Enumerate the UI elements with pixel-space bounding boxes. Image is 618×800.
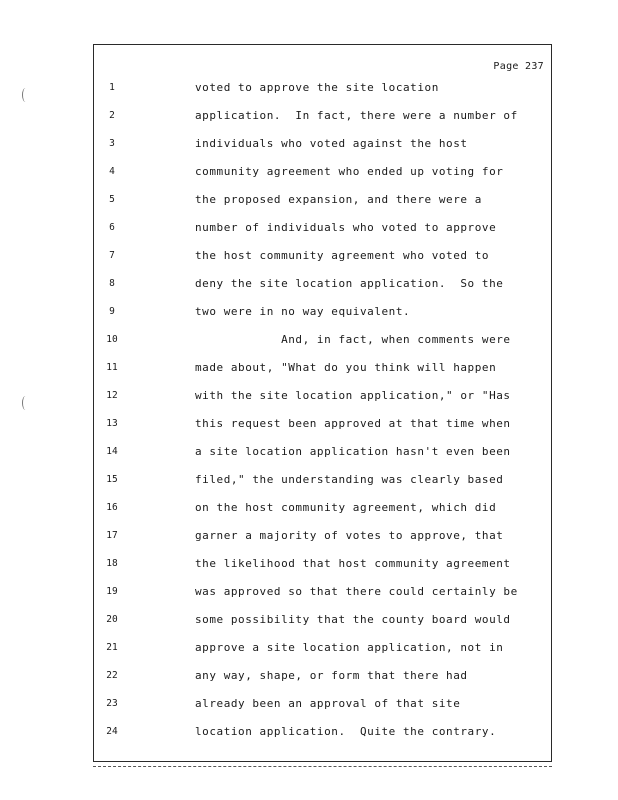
line-number: 17 [106,530,118,541]
line-number: 6 [109,222,115,233]
line-number: 20 [106,614,118,625]
line-number: 2 [109,110,115,121]
transcript-line-text: this request been approved at that time when [195,417,511,430]
transcript-line-text: on the host community agreement, which did [195,501,497,514]
transcript-line-text: with the site location application," or "Has [195,389,511,402]
margin-hole-mark [22,88,29,102]
transcript-line-text: individuals who voted against the host [195,137,468,150]
transcript-line-text: application. In fact, there were a number of [195,109,518,122]
line-number: 8 [109,278,115,289]
line-number: 22 [106,670,118,681]
line-number: 4 [109,166,115,177]
transcript-page-frame [93,44,552,762]
line-number: 18 [106,558,118,569]
transcript-line-text: was approved so that there could certainly be [195,585,518,598]
transcript-line-text: number of individuals who voted to approve [195,221,497,234]
transcript-line-text: And, in fact, when comments were [195,333,511,346]
transcript-line-text: deny the site location application. So the [195,277,504,290]
transcript-line-text: the proposed expansion, and there were a [195,193,482,206]
line-number: 19 [106,586,118,597]
transcript-line-text: some possibility that the county board would [195,613,511,626]
line-number: 13 [106,418,118,429]
transcript-line-text: a site location application hasn't even been [195,445,511,458]
line-number: 16 [106,502,118,513]
line-number: 7 [109,250,115,261]
transcript-line-text: location application. Quite the contrary. [195,725,497,738]
line-number: 10 [106,334,118,345]
line-number: 23 [106,698,118,709]
line-number: 14 [106,446,118,457]
transcript-line-text: two were in no way equivalent. [195,305,411,318]
line-number: 21 [106,642,118,653]
transcript-line-text: voted to approve the site location [195,81,439,94]
transcript-line-text: the likelihood that host community agreement [195,557,511,570]
transcript-line-text: any way, shape, or form that there had [195,669,468,682]
transcript-line-text: made about, "What do you think will happen [195,361,497,374]
transcript-line-text: filed," the understanding was clearly based [195,473,504,486]
transcript-line-text: already been an approval of that site [195,697,461,710]
line-number: 15 [106,474,118,485]
line-number: 9 [109,306,115,317]
footer-rule [93,766,552,767]
transcript-line-text: the host community agreement who voted to [195,249,490,262]
line-number: 12 [106,390,118,401]
page-number: Page 237 [493,61,544,72]
margin-hole-mark [22,396,29,410]
line-number: 5 [109,194,115,205]
line-number: 11 [106,362,118,373]
transcript-line-text: garner a majority of votes to approve, that [195,529,504,542]
transcript-line-text: approve a site location application, not in [195,641,504,654]
line-number: 24 [106,726,118,737]
line-number: 1 [109,82,115,93]
line-number: 3 [109,138,115,149]
transcript-line-text: community agreement who ended up voting for [195,165,504,178]
